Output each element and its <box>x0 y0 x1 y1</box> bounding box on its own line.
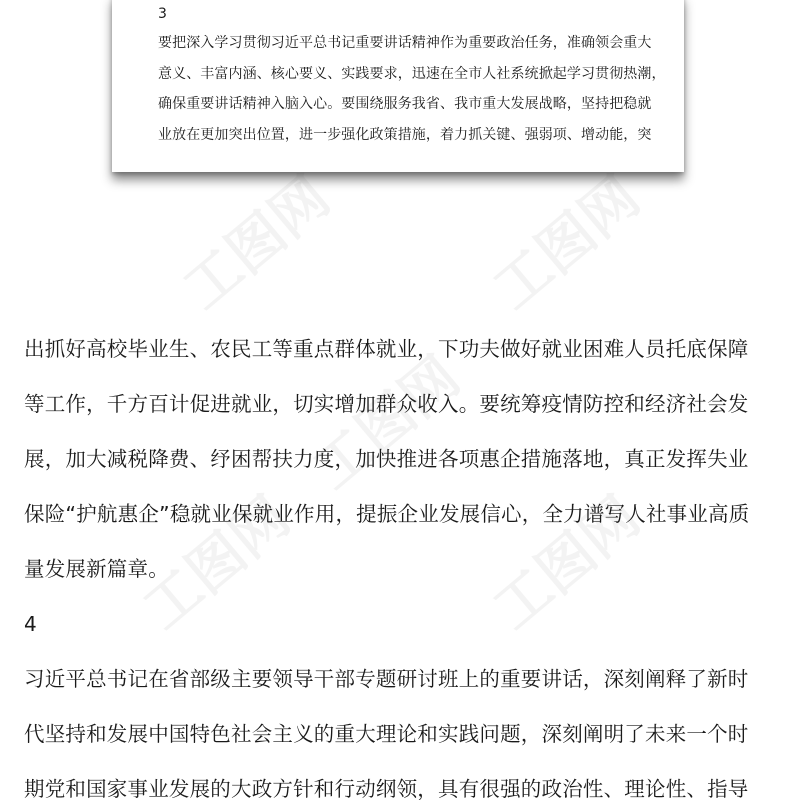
paragraph <box>24 322 784 597</box>
text-line: 量发展新篇章。 <box>24 557 169 581</box>
section-number: 4 <box>24 612 37 636</box>
text-line: 等工作，千方百计促进就业，切实增加群众收入。要统筹疫情防控和经济社会发 <box>24 392 749 416</box>
text-line: 代坚持和发展中国特色社会主义的重大理论和实践问题，深刻阐明了未来一个时 <box>24 722 749 746</box>
page-excerpt-content <box>158 4 666 150</box>
text-line: 期党和国家事业发展的大政方针和行动纲领，具有很强的政治性、理论性、指导 <box>24 777 749 800</box>
text-line: 意义、丰富内涵、核心要义、实践要求，迅速在全市人社系统掀起学习贯彻热潮， <box>158 65 666 82</box>
watermark: 工图网 <box>301 344 473 503</box>
text-line: 出抓好高校毕业生、农民工等重点群体就业，下功夫做好就业困难人员托底保障 <box>24 337 749 361</box>
watermark: 工图网 <box>481 484 653 643</box>
text-line: 确保重要讲话精神入脑入心。要围绕服务我省、我市重大发展战略，坚持把稳就 <box>158 96 652 112</box>
text-line: 保险“护航惠企”稳就业保就业作用，提振企业发展信心，全力谱写人社事业高质 <box>24 502 750 526</box>
watermark: 工图网 <box>171 164 343 323</box>
document-body <box>24 322 784 800</box>
watermark: 工图网 <box>131 484 303 643</box>
watermark: 工图网 <box>481 164 653 323</box>
section-number: 3 <box>158 6 167 22</box>
text-line: 展，加大减税降费、纾困帮扶力度，加快推进各项惠企措施落地，真正发挥失业 <box>24 447 749 471</box>
text-line: 要把深入学习贯彻习近平总书记重要讲话精神作为重要政治任务，准确领会重大 <box>158 35 652 51</box>
text-line: 习近平总书记在省部级主要领导干部专题研讨班上的重要讲话，深刻阐释了新时 <box>24 667 749 691</box>
text-line: 业放在更加突出位置，进一步强化政策措施，着力抓关键、强弱项、增动能，突 <box>158 126 652 143</box>
paragraph <box>24 652 784 800</box>
page-excerpt-card <box>112 0 684 172</box>
